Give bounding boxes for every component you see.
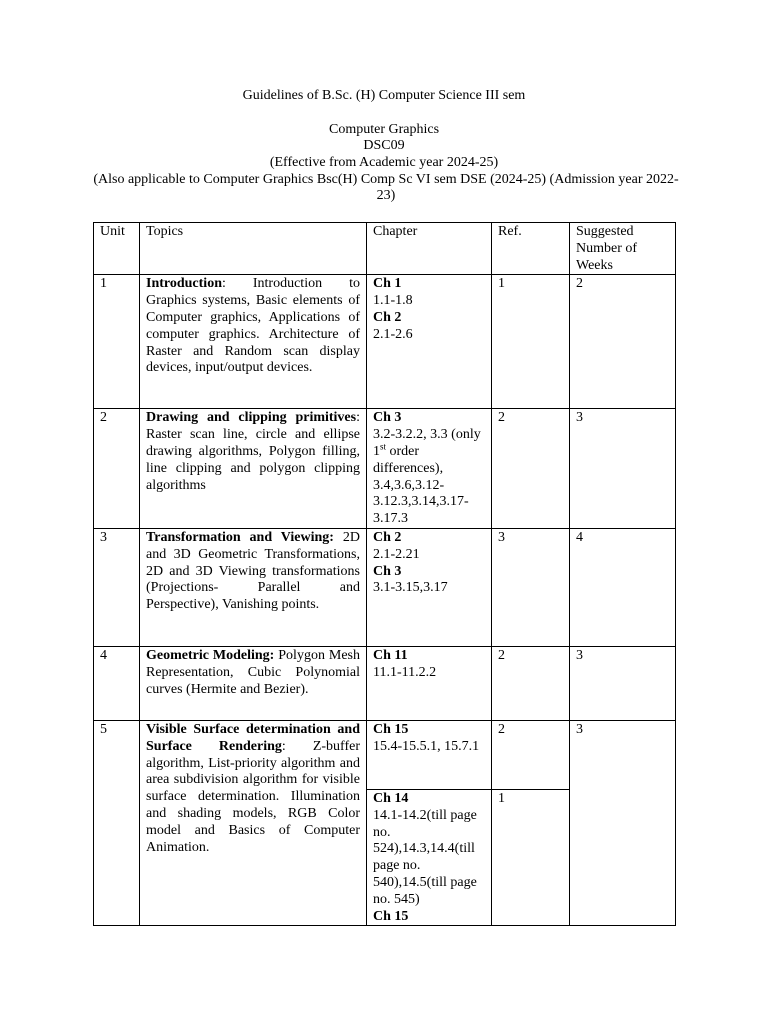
ref-cell: 2 [492,646,570,720]
header-topics: Topics [140,223,367,275]
topic-cell [140,275,367,409]
table-row [94,646,676,720]
topic-cell [140,720,367,925]
unit-cell: 5 [94,720,140,925]
ref-cell: 2 [492,720,570,789]
ref-cell: 3 [492,528,570,646]
topic-cell [140,409,367,529]
weeks-cell: 4 [570,528,676,646]
table-row [94,275,676,409]
applicability-note: (Also applicable to Computer Graphics Bsc(H) Comp Sc VI sem DSE (2024-25) (Admission year 2022-23) [93,172,679,203]
table-row [94,720,676,789]
chapter-label: Ch 3 [373,410,402,426]
ordinal-suffix: st [380,441,387,452]
unit-cell: 4 [94,646,140,720]
chapter-cell [367,646,492,720]
chapter-sections-continued: order differences), 3.4,3.6,3.12-3.12.3,3.14,3.17-3.17.3 [373,443,469,527]
chapter-label: Ch 15 [373,908,409,924]
chapter-cell [367,528,492,646]
chapter-sections: 15.4-15.5.1, 15.7.1 [373,738,480,754]
chapter-cell [367,409,492,529]
chapter-label: Ch 2 [373,309,402,325]
header-unit: Unit [94,223,140,275]
topic-description: : Introduction to Graphics systems, Basic elements of Computer graphics, Applications of computer graphics. Architecture of Raster and Random scan display devices, input/output devices. [146,276,360,376]
ref-cell: 2 [492,409,570,529]
chapter-cell [367,275,492,409]
unit-cell: 1 [94,275,140,409]
topic-cell [140,528,367,646]
weeks-cell: 3 [570,646,676,720]
course-code: DSC09 [363,138,405,153]
table-row [94,528,676,646]
chapter-sections: 3.1-3.15,3.17 [373,580,448,596]
topic-title: Transformation and Viewing: [146,529,334,545]
chapter-label: Ch 3 [373,563,402,579]
table-header-row [94,223,676,275]
document-title: Guidelines of B.Sc. (H) Computer Science III sem [242,88,526,103]
topic-title: Drawing and clipping primitives [146,410,357,426]
weeks-cell: 3 [570,720,676,925]
chapter-cell [367,720,492,789]
syllabus-table [93,222,676,926]
topic-description: : Z-buffer algorithm, List-priority algorithm and area subdivision algorithm for visible surface determination. Illumination and shading models, RGB Color model and Basics of Computer Animation. [146,738,360,855]
chapter-sections: 1.1-1.8 [373,293,413,309]
topic-description: : Raster scan line, circle and ellipse drawing algorithms, Polygon filling, line clipping and polygon clipping algorithms [146,410,360,493]
chapter-sections: 2.1-2.21 [373,546,420,562]
topic-title: Visible Surface determination and Surface Rendering [146,721,360,754]
chapter-sections: 2.1-2.6 [373,326,413,342]
topic-cell [140,646,367,720]
chapter-sections: 11.1-11.2.2 [373,664,437,680]
topic-description: 2D and 3D Geometric Transformations, 2D and 3D Viewing transformations (Projections- Parallel and Perspective), Vanishing points. [146,529,360,613]
weeks-cell: 2 [570,275,676,409]
course-name: Computer Graphics [328,122,440,137]
unit-cell: 3 [94,528,140,646]
ref-cell: 1 [492,789,570,925]
chapter-label: Ch 15 [373,721,409,737]
topic-title: Geometric Modeling: [146,647,275,663]
table-row [94,409,676,529]
ref-cell: 1 [492,275,570,409]
topic-title: Introduction [146,276,222,292]
header-weeks: Suggested Number of Weeks [570,223,676,275]
chapter-label: Ch 11 [373,647,408,663]
chapter-label: Ch 14 [373,790,409,806]
chapter-sections: 3.2-3.2.2, 3.3 (only 1 [373,427,481,459]
topic-description: Polygon Mesh Representation, Cubic Polynomial curves (Hermite and Bezier). [146,647,360,697]
chapter-sections: 14.1-14.2(till page no. 524),14.3,14.4(till page no. 540),14.5(till page no. 545) [373,807,477,907]
unit-cell: 2 [94,409,140,529]
header-chapter: Chapter [367,223,492,275]
effective-note: (Effective from Academic year 2024-25) [269,155,499,170]
chapter-cell [367,789,492,925]
chapter-label: Ch 1 [373,276,402,292]
header-ref: Ref. [492,223,570,275]
weeks-cell: 3 [570,409,676,529]
chapter-label: Ch 2 [373,529,402,545]
